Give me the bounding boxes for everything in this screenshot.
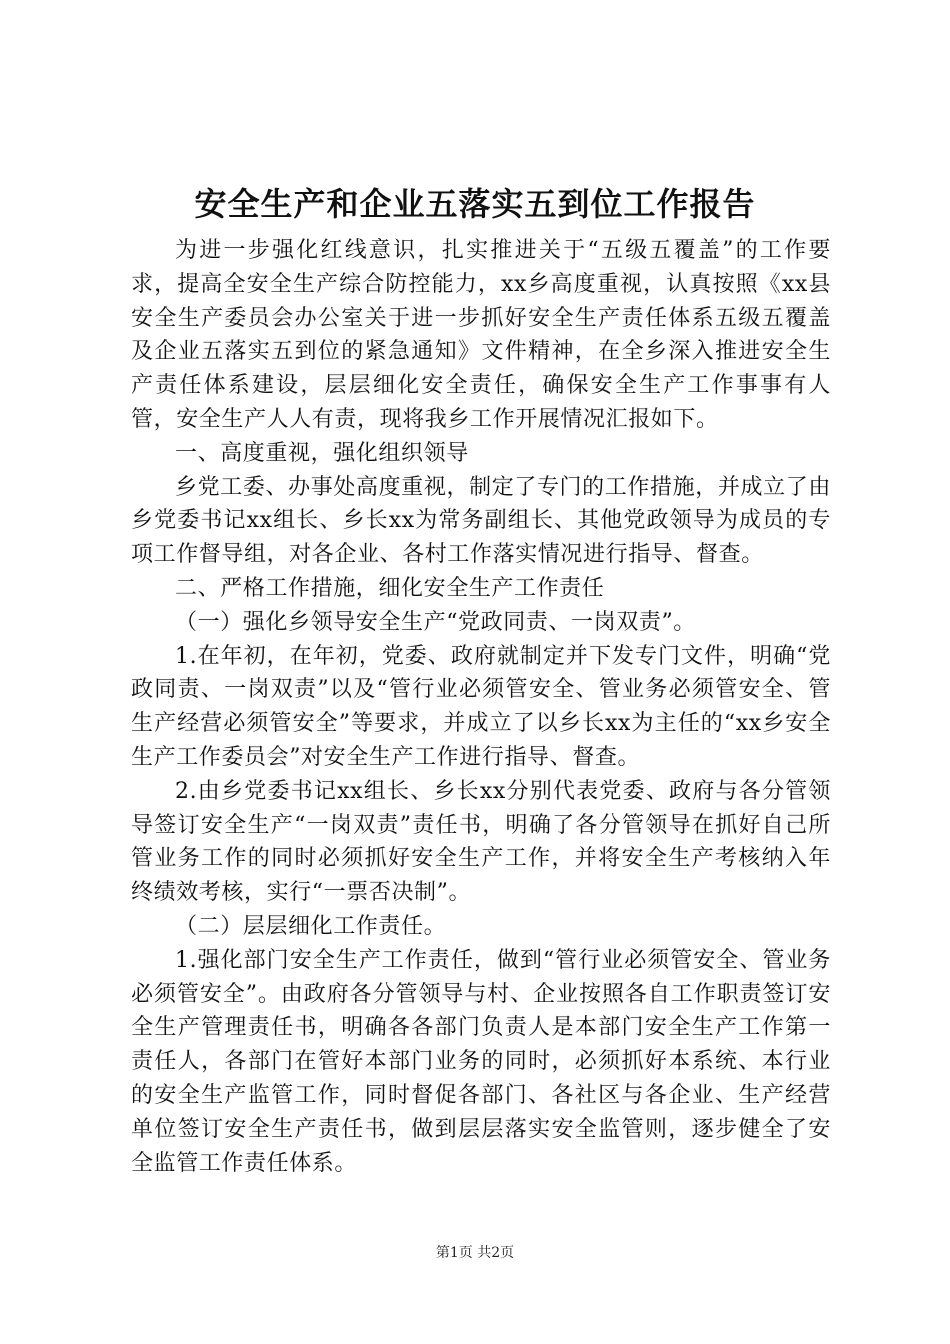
paragraph-item-3: 1.强化部门安全生产工作责任，做到“管行业必须管安全、管业务必须管安全”。由政府各分管领导与村、企业按照各自工作职责签订安全生产管理责任书，明确各各部门负责人是本部门安全生产工作第一责任人，各部门在管好本部门业务的同时，必须抓好本系统、本行业的安全生产监管工作，同时督促各部门、各社区与各企业、生产经营单位签订安全生产责任书，做到层层落实安全监管则，逐步健全了安全监管工作责任体系。 <box>131 947 831 1176</box>
page-number-footer: 第1页 共2页 <box>435 1245 515 1261</box>
section-heading-2: 二、严格工作措施，细化安全生产工作责任 <box>175 575 605 601</box>
paragraph-item-2: 2.由乡党委书记xx组长、乡长xx分别代表党委、政府与各分管领导签订安全生产“一岗双责”责任书，明确了各分管领导在抓好自己所管业务工作的同时必须抓好安全生产工作，并将安全生产考核纳入年终绩效考核，实行“一票否决制”。 <box>131 778 831 906</box>
document-title: 安全生产和企业五落实五到位工作报告 <box>194 185 756 223</box>
subsection-heading-1: （一）强化乡领导安全生产“党政同责、一岗双责”。 <box>175 609 696 635</box>
document-body <box>131 234 831 1180</box>
paragraph-item-1: 1.在年初，在年初，党委、政府就制定并下发专门文件，明确“党政同责、一岗双责”以及“管行业必须管安全、管业务必须管安全、管生产经营必须管安全”等要求，并成立了以乡长xx为主任的“xx乡安全生产工作委员会”对安全生产工作进行指导、督查。 <box>131 643 831 770</box>
paragraph-section-1: 乡党工委、办事处高度重视，制定了专门的工作措施，并成立了由乡党委书记xx组长、乡长xx为常务副组长、其他党政领导为成员的专项工作督导组，对各企业、各村工作落实情况进行指导、督查。 <box>131 474 831 568</box>
paragraph-intro: 为进一步强化红线意识，扎实推进关于“五级五覆盖”的工作要求，提高全安全生产综合防控能力，xx乡高度重视，认真按照《xx县安全生产委员会办公室关于进一步抓好安全生产责任体系五级五覆盖及企业五落实五到位的紧急通知》文件精神，在全乡深入推进安全生产责任体系建设，层层细化安全责任，确保安全生产工作事事有人管，安全生产人人有责，现将我乡工作开展情况汇报如下。 <box>131 238 831 432</box>
section-heading-1: 一、高度重视，强化组织领导 <box>175 440 469 466</box>
subsection-heading-2: （二）层层细化工作责任。 <box>175 913 447 939</box>
